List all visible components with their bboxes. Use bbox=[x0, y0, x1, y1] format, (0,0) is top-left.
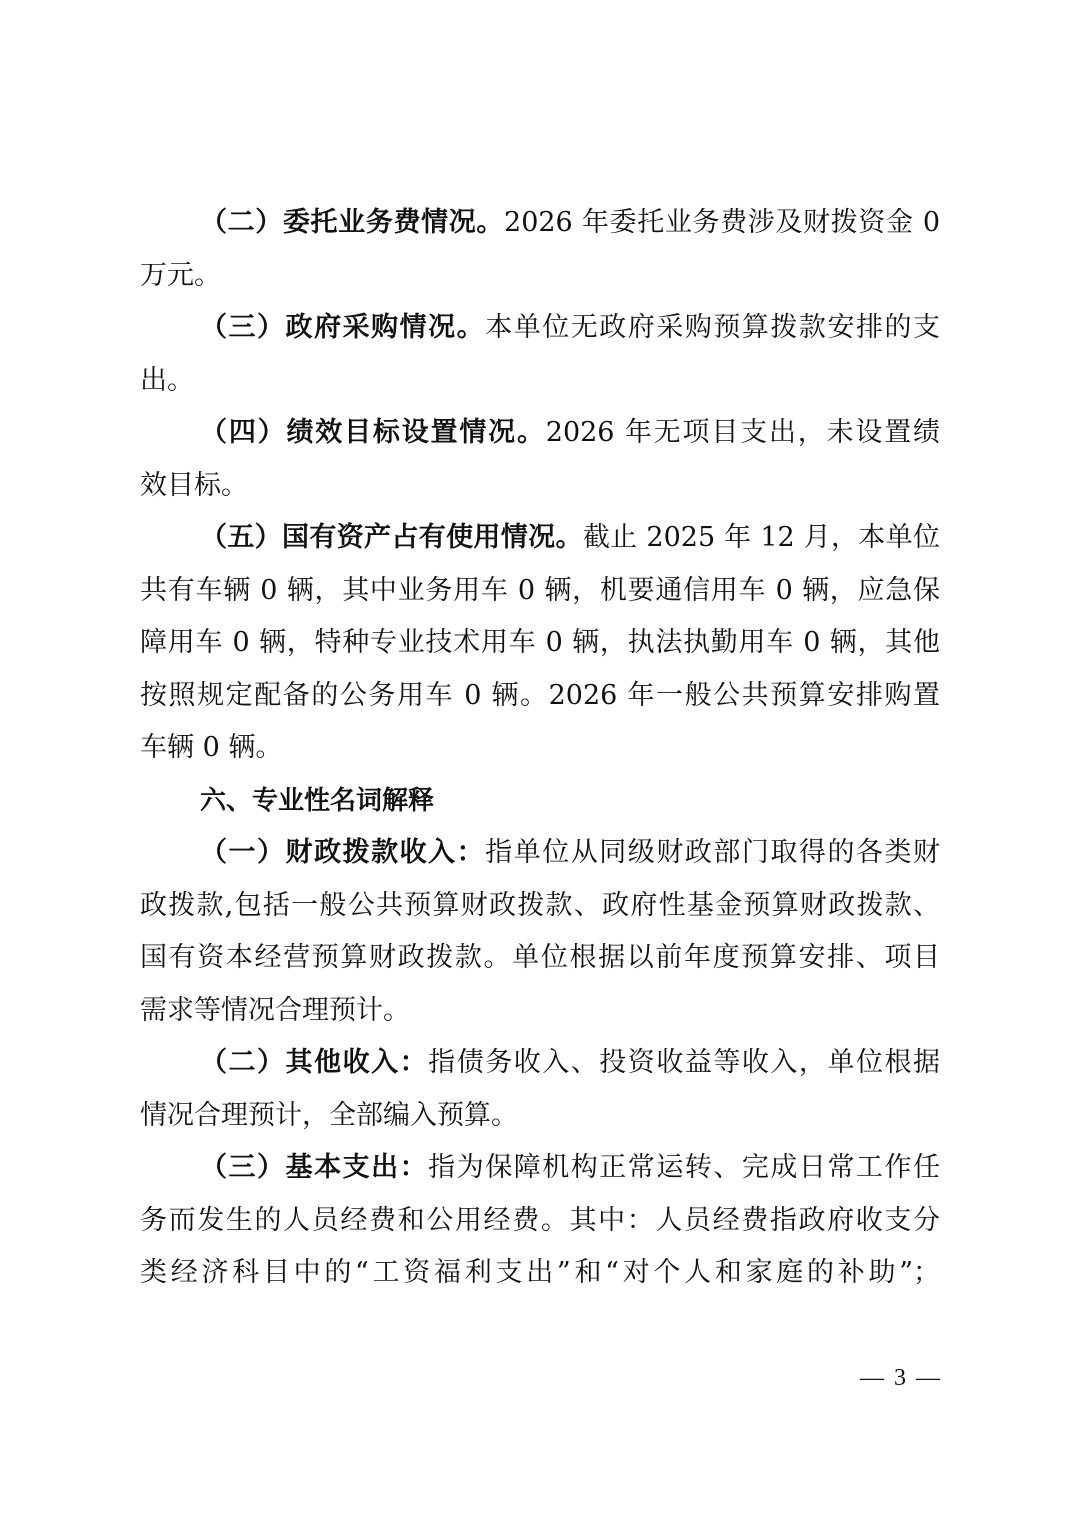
term-lead: （一）财政拨款收入： bbox=[200, 837, 486, 868]
paragraph-line bbox=[140, 250, 940, 303]
item-text: 按照规定配备的公务用车 0 辆。2026 年一般公共预算安排购置 bbox=[140, 679, 940, 711]
section-heading: 六、专业性名词解释 bbox=[200, 785, 435, 816]
term-text: 情况合理预计，全部编入预算。 bbox=[140, 1099, 518, 1131]
paragraph-line bbox=[140, 670, 940, 723]
paragraph-line bbox=[140, 460, 940, 513]
item-lead: （四）绩效目标设置情况。 bbox=[200, 417, 546, 448]
item-text: 效目标。 bbox=[140, 469, 248, 501]
term-text: 指为保障机构正常运转、完成日常工作任 bbox=[428, 1152, 941, 1183]
item-text: 出。 bbox=[140, 364, 194, 396]
paragraph-line bbox=[140, 565, 940, 618]
paragraph-line bbox=[140, 1247, 940, 1300]
item-text: 本单位无政府采购预算拨款安排的支 bbox=[485, 312, 941, 343]
item-text: 截止 2025 年 12 月，本单位 bbox=[582, 522, 940, 553]
paragraph-line bbox=[140, 1142, 940, 1195]
paragraph-line bbox=[140, 407, 940, 460]
term-text: 需求等情况合理预计。 bbox=[140, 994, 410, 1026]
item-lead: （五）国有资产占有使用情况。 bbox=[200, 522, 583, 553]
term-text: 政拨款,包括一般公共预算财政拨款、政府性基金预算财政拨款、 bbox=[140, 889, 940, 921]
paragraph-line bbox=[140, 302, 940, 355]
paragraph-line bbox=[140, 827, 940, 880]
paragraph-line bbox=[140, 1037, 940, 1090]
item-lead: （二）委托业务费情况。 bbox=[200, 207, 505, 238]
paragraph-line bbox=[140, 617, 940, 670]
paragraph-line bbox=[140, 355, 940, 408]
term-text: 务而发生的人员经费和公用经费。其中：人员经费指政府收支分 bbox=[140, 1204, 940, 1236]
item-text: 万元。 bbox=[140, 259, 221, 291]
paragraph-line bbox=[140, 880, 940, 933]
term-lead: （二）其他收入： bbox=[200, 1047, 429, 1078]
item-text: 2026 年无项目支出，未设置绩 bbox=[545, 417, 941, 448]
term-text: 指单位从同级财政部门取得的各类财 bbox=[485, 837, 941, 868]
term-text: 国有资本经营预算财政拨款。单位根据以前年度预算安排、项目 bbox=[140, 942, 940, 973]
item-text: 车辆 0 辆。 bbox=[140, 732, 283, 763]
term-lead: （三）基本支出： bbox=[200, 1152, 429, 1183]
paragraph-line bbox=[140, 932, 940, 985]
paragraph-line bbox=[140, 722, 940, 775]
paragraph-line bbox=[140, 197, 940, 250]
term-text: 类经济科目中的“工资福利支出”和“对个人和家庭的补助”； bbox=[140, 1257, 940, 1288]
item-text: 障用车 0 辆，特种专业技术用车 0 辆，执法执勤用车 0 辆，其他 bbox=[140, 627, 940, 658]
paragraph-line bbox=[140, 1195, 940, 1248]
item-lead: （三）政府采购情况。 bbox=[200, 312, 486, 343]
paragraph-line bbox=[140, 1090, 940, 1143]
item-text: 共有车辆 0 辆，其中业务用车 0 辆，机要通信用车 0 辆，应急保 bbox=[140, 574, 940, 606]
document-page bbox=[140, 197, 940, 1300]
term-text: 指债务收入、投资收益等收入，单位根据 bbox=[428, 1047, 941, 1078]
page-number: — 3 — bbox=[860, 1365, 942, 1391]
paragraph-line bbox=[140, 985, 940, 1038]
item-text: 2026 年委托业务费涉及财拨资金 0 bbox=[504, 207, 940, 238]
paragraph-line bbox=[140, 512, 940, 565]
